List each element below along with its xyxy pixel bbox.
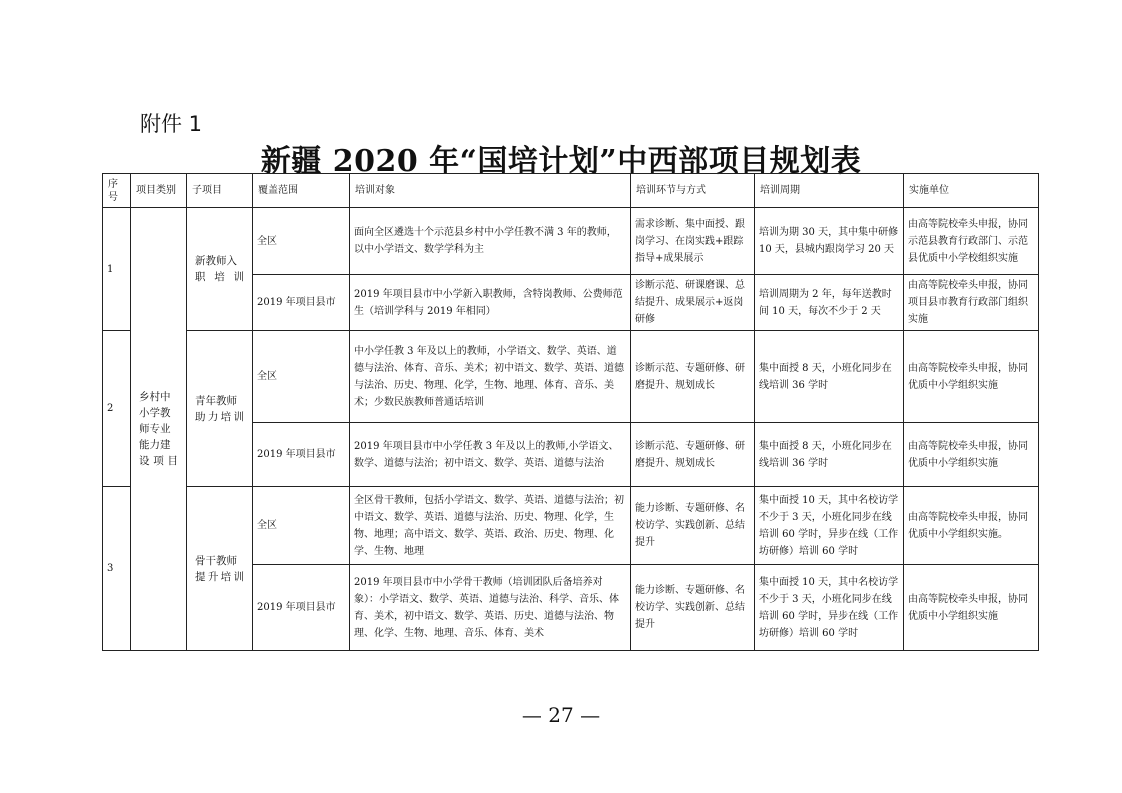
subproject-cell: 青年教师助力培训 bbox=[187, 331, 253, 487]
unit-cell: 由高等院校牵头申报，协同项目县市教育行政部门组织实施 bbox=[904, 275, 1039, 331]
plan-table bbox=[102, 173, 1039, 651]
target-cell: 面向全区遴选十个示范县乡村中小学任教不满 3 年的教师，以中小学语文、数学学科为主 bbox=[350, 208, 631, 275]
header-category: 项目类别 bbox=[131, 174, 187, 208]
attachment-label: 附件 1 bbox=[140, 112, 203, 136]
scope-cell: 2019 年项目县市 bbox=[253, 565, 350, 651]
header-seq: 序号 bbox=[103, 174, 131, 208]
header-period: 培训周期 bbox=[755, 174, 904, 208]
period-cell: 集中面授 10 天，其中名校访学不少于 3 天，小班化同步在线培训 60 学时，异步在线（工作坊研修）培训 60 学时 bbox=[755, 565, 904, 651]
table-header-row bbox=[103, 174, 1039, 208]
header-unit: 实施单位 bbox=[904, 174, 1039, 208]
period-cell: 集中面授 8 天，小班化同步在线培训 36 学时 bbox=[755, 423, 904, 487]
period-cell: 集中面授 8 天，小班化同步在线培训 36 学时 bbox=[755, 331, 904, 423]
header-target: 培训对象 bbox=[350, 174, 631, 208]
target-cell: 2019 年项目县市中小学骨干教师（培训团队后备培养对象）：小学语文、数学、英语、道德与法治、科学、音乐、体育、美术，初中语文、数学、英语、历史、道德与法治、物理、化学、生物、地理、音乐、体育、美术 bbox=[350, 565, 631, 651]
scope-cell: 全区 bbox=[253, 487, 350, 565]
target-cell: 2019 年项目县市中小学任教 3 年及以上的教师,小学语文、数学、道德与法治；初中语文、数学、英语、道德与法治 bbox=[350, 423, 631, 487]
method-cell: 能力诊断、专题研修、名校访学、实践创新、总结提升 bbox=[631, 487, 755, 565]
page-title: 新疆 2020 年“国培计划”中西部项目规划表 bbox=[260, 144, 862, 179]
method-cell: 诊断示范、专题研修、研磨提升、规划成长 bbox=[631, 331, 755, 423]
unit-cell: 由高等院校牵头申报，协同优质中小学组织实施 bbox=[904, 423, 1039, 487]
subproject-cell: 新教师入职培训 bbox=[187, 208, 253, 331]
scope-cell: 全区 bbox=[253, 208, 350, 275]
table-row bbox=[103, 331, 1039, 423]
unit-cell: 由高等院校牵头申报，协同优质中小学组织实施 bbox=[904, 331, 1039, 423]
method-cell: 需求诊断、集中面授、跟岗学习、在岗实践+跟踪指导+成果展示 bbox=[631, 208, 755, 275]
table-row bbox=[103, 208, 1039, 275]
scope-cell: 全区 bbox=[253, 331, 350, 423]
period-cell: 培训为期 30 天，其中集中研修 10 天，县城内跟岗学习 20 天 bbox=[755, 208, 904, 275]
unit-cell: 由高等院校牵头申报，协同示范县教育行政部门、示范县优质中小学校组织实施 bbox=[904, 208, 1039, 275]
unit-cell: 由高等院校牵头申报，协同优质中小学组织实施。 bbox=[904, 487, 1039, 565]
seq-cell: 1 bbox=[103, 208, 131, 331]
target-cell: 全区骨干教师，包括小学语文、数学、英语、道德与法治；初中语文、数学、英语、道德与法治、历史、物理、化学，生物、地理；高中语文、数学、英语、政治、历史、物理、化学、生物、地理 bbox=[350, 487, 631, 565]
category-cell: 乡村中小学教师专业能力建设项目 bbox=[131, 208, 187, 651]
method-cell: 诊断示范、专题研修、研磨提升、规划成长 bbox=[631, 423, 755, 487]
header-subproject: 子项目 bbox=[187, 174, 253, 208]
seq-cell: 3 bbox=[103, 487, 131, 651]
header-scope: 覆盖范围 bbox=[253, 174, 350, 208]
table-row bbox=[103, 487, 1039, 565]
period-cell: 集中面授 10 天，其中名校访学不少于 3 天，小班化同步在线培训 60 学时，异步在线（工作坊研修）培训 60 学时 bbox=[755, 487, 904, 565]
page-number: — 27 — bbox=[521, 703, 601, 727]
method-cell: 诊断示范、研课磨课、总结提升、成果展示+返岗研修 bbox=[631, 275, 755, 331]
target-cell: 2019 年项目县市中小学新入职教师，含特岗教师、公费师范生（培训学科与 2019 年相同） bbox=[350, 275, 631, 331]
subproject-cell: 骨干教师提升培训 bbox=[187, 487, 253, 651]
period-cell: 培训周期为 2 年，每年送教时间 10 天，每次不少于 2 天 bbox=[755, 275, 904, 331]
scope-cell: 2019 年项目县市 bbox=[253, 423, 350, 487]
method-cell: 能力诊断、专题研修、名校访学、实践创新、总结提升 bbox=[631, 565, 755, 651]
seq-cell: 2 bbox=[103, 331, 131, 487]
unit-cell: 由高等院校牵头申报，协同优质中小学组织实施 bbox=[904, 565, 1039, 651]
target-cell: 中小学任教 3 年及以上的教师，小学语文、数学、英语、道德与法治、体育、音乐、美术；初中语文、数学、英语、道德与法治、历史、物理、化学，生物、地理、体育、音乐、美术；少数民族教师普通话培训 bbox=[350, 331, 631, 423]
header-method: 培训环节与方式 bbox=[631, 174, 755, 208]
scope-cell: 2019 年项目县市 bbox=[253, 275, 350, 331]
